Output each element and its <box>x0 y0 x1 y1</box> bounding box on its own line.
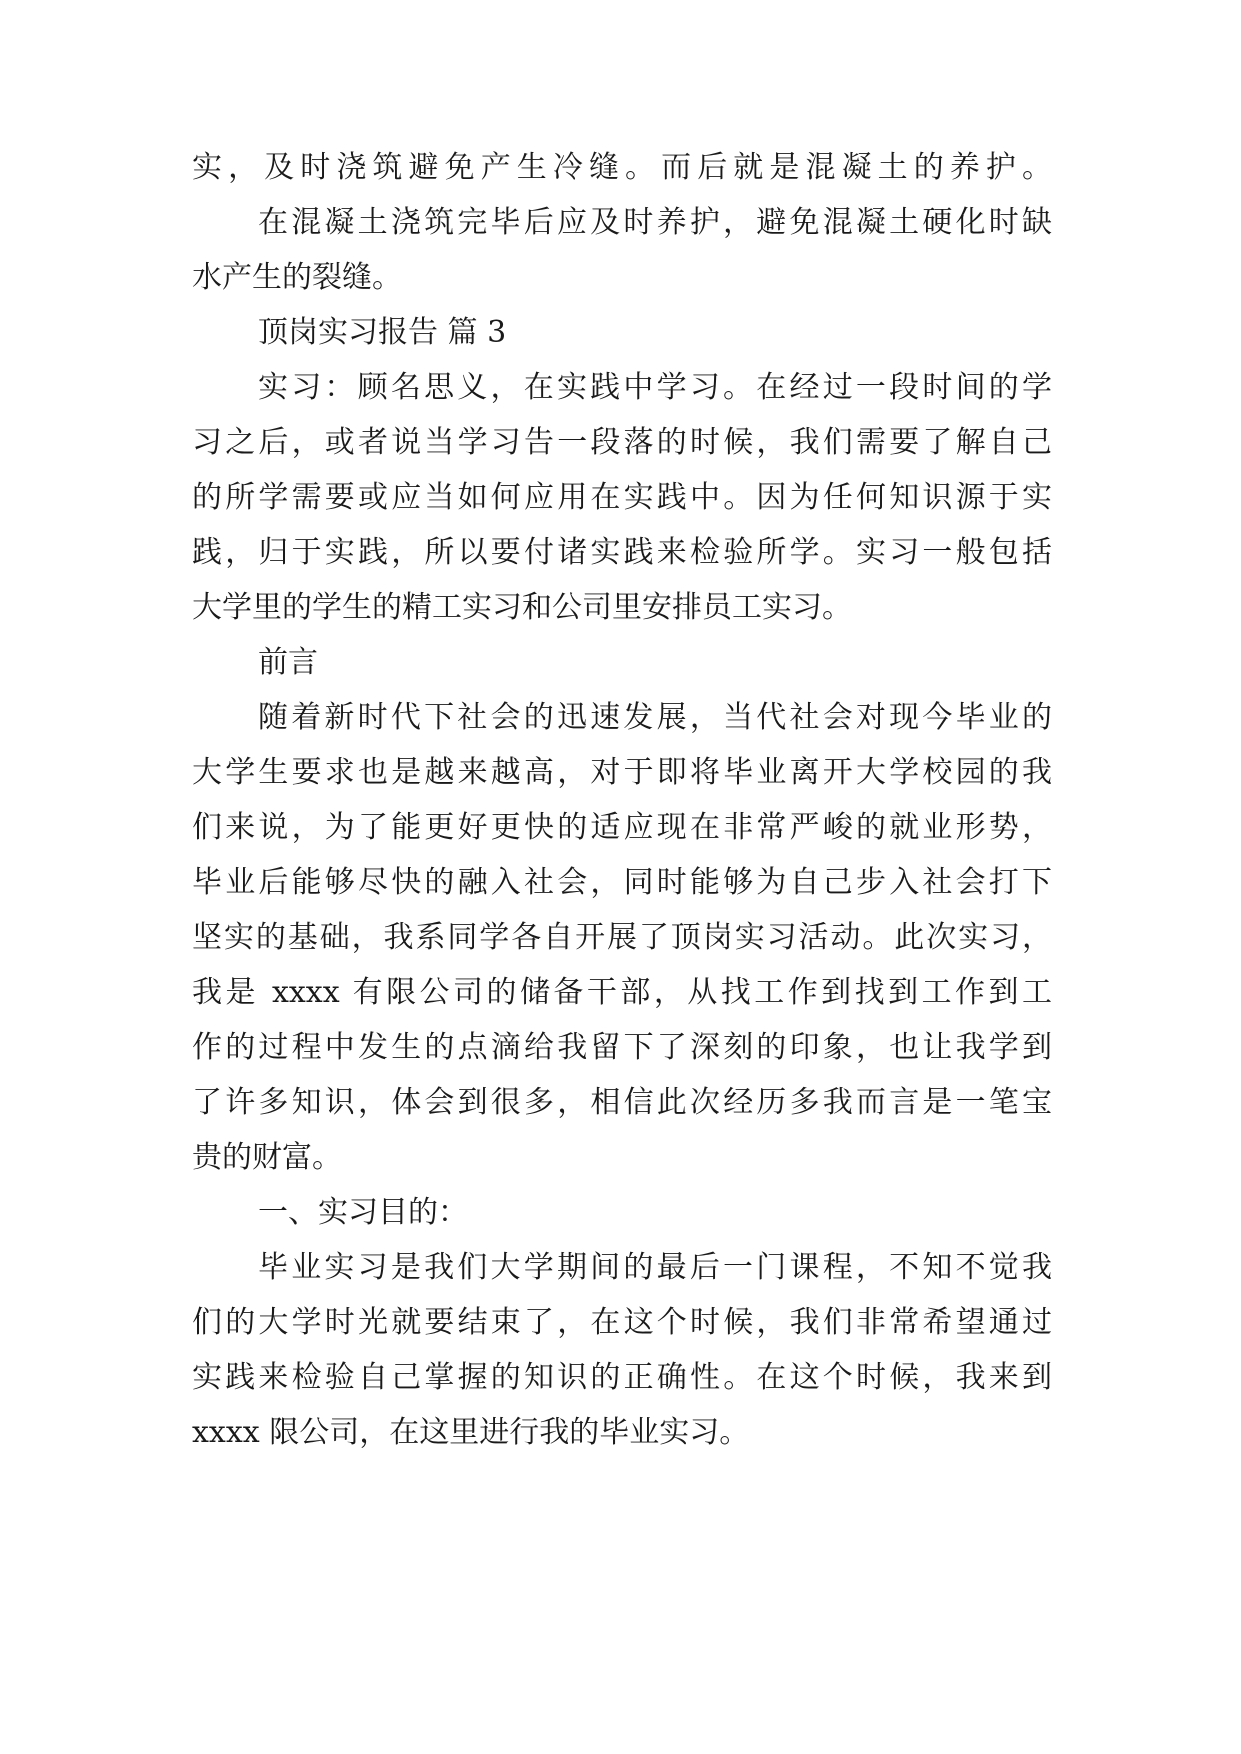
section-heading: 顶岗实习报告 篇 3 <box>258 315 507 350</box>
body-text-line: 实习：顾名思义，在实践中学习。在经过一段时间的学 <box>258 370 1052 405</box>
body-text-line: 作的过程中发生的点滴给我留下了深刻的印象，也让我学到 <box>192 1030 1052 1065</box>
body-text-line: 大学生要求也是越来越高，对于即将毕业离开大学校园的我 <box>192 755 1052 790</box>
body-text-line: 毕业后能够尽快的融入社会，同时能够为自己步入社会打下 <box>192 865 1052 900</box>
section-heading: 前言 <box>258 645 318 680</box>
body-text-line: 习之后，或者说当学习告一段落的时候，我们需要了解自己 <box>192 425 1052 460</box>
body-text-line: 贵的财富。 <box>192 1140 342 1175</box>
body-text-line: 实，及时浇筑避免产生冷缝。而后就是混凝土的养护。 <box>192 150 1052 185</box>
body-text-line: 随着新时代下社会的迅速发展，当代社会对现今毕业的 <box>258 700 1052 735</box>
body-text-line: 水产生的裂缝。 <box>192 260 402 295</box>
section-heading: 一、实习目的： <box>258 1195 468 1230</box>
body-text-line: 们来说，为了能更好更快的适应现在非常严峻的就业形势， <box>192 810 1052 845</box>
body-text-line: xxxx 限公司，在这里进行我的毕业实习。 <box>192 1415 750 1450</box>
body-text-line: 毕业实习是我们大学期间的最后一门课程，不知不觉我 <box>258 1250 1052 1285</box>
body-text-line: 的所学需要或应当如何应用在实践中。因为任何知识源于实 <box>192 480 1052 515</box>
body-text-line: 实践来检验自己掌握的知识的正确性。在这个时候，我来到 <box>192 1360 1052 1395</box>
body-text-line: 践，归于实践，所以要付诸实践来检验所学。实习一般包括 <box>192 535 1052 570</box>
body-text-line: 们的大学时光就要结束了，在这个时候，我们非常希望通过 <box>192 1305 1052 1340</box>
body-text-line: 大学里的学生的精工实习和公司里安排员工实习。 <box>192 590 852 625</box>
body-text-line: 坚实的基础，我系同学各自开展了顶岗实习活动。此次实习， <box>192 920 1052 955</box>
body-text-line: 我是 xxxx 有限公司的储备干部，从找工作到找到工作到工 <box>192 975 1052 1010</box>
body-text-line: 在混凝土浇筑完毕后应及时养护，避免混凝土硬化时缺 <box>258 205 1052 240</box>
body-text-line: 了许多知识，体会到很多，相信此次经历多我而言是一笔宝 <box>192 1085 1052 1120</box>
